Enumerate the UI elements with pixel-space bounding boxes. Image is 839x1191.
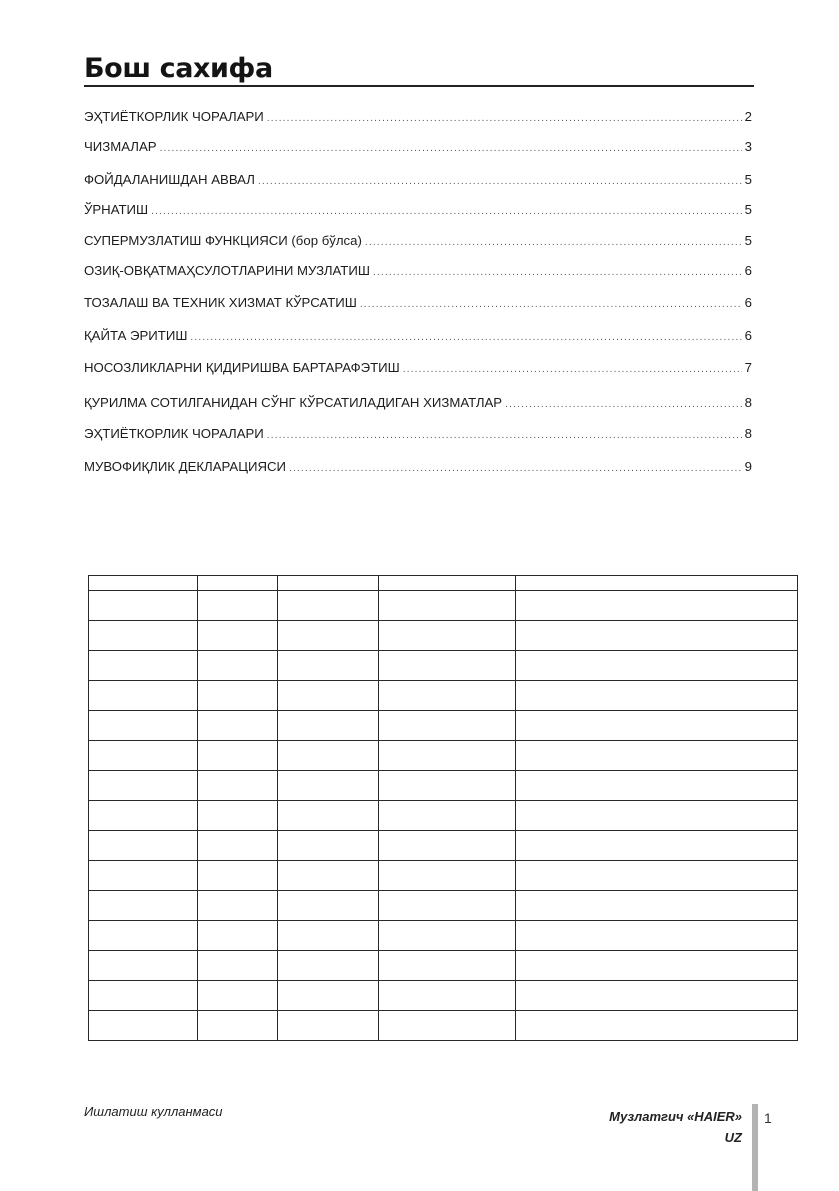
footer-document-title: Ишлатиш кулланмаси [84,1104,223,1119]
toc-entry-page: 9 [744,459,752,474]
table-cell [89,711,198,741]
toc-entry[interactable] [84,357,752,379]
footer-language-code: UZ [724,1130,742,1145]
toc-entry-page: 7 [744,360,752,375]
table-cell [278,891,379,921]
table-cell [379,921,516,951]
table-row [89,771,798,801]
table-row [89,921,798,951]
page-edge-bar [752,1104,758,1191]
page-number: 1 [764,1110,772,1126]
dot-leader [373,262,742,284]
table-cell [516,981,798,1011]
toc-entry[interactable] [84,456,752,478]
table-row [89,801,798,831]
toc-entry-page: 8 [744,395,752,410]
table-cell [516,801,798,831]
toc-entry[interactable] [84,199,752,221]
table-cell [379,981,516,1011]
dot-leader [289,458,742,480]
table-cell [89,861,198,891]
toc-entry-page: 6 [744,263,752,278]
table-cell [516,1011,798,1041]
table-cell [516,711,798,741]
table-cell [89,981,198,1011]
table-cell [278,951,379,981]
table-cell [198,801,278,831]
table-cell [278,741,379,771]
table-cell [516,771,798,801]
table-row [89,681,798,711]
dot-leader [360,294,742,316]
table-cell [278,651,379,681]
title-underline [84,85,754,87]
table-cell [278,831,379,861]
table-cell [379,681,516,711]
table-cell [89,621,198,651]
dot-leader [403,359,742,381]
dot-leader [190,327,741,349]
table-cell [379,621,516,651]
footer-product [609,1106,742,1148]
blank-record-table [88,575,798,1041]
toc-entry-title: МУВОФИҚЛИК ДЕКЛАРАЦИЯСИ [84,459,286,474]
table-cell [278,981,379,1011]
toc-entry-page: 3 [744,139,752,154]
toc-entry-page: 6 [744,295,752,310]
table-cell [198,741,278,771]
table-cell [198,921,278,951]
toc-entry-page: 5 [744,172,752,187]
toc-entry-page: 5 [744,202,752,217]
table-cell [278,681,379,711]
table-cell [89,681,198,711]
table-cell [198,891,278,921]
table-row [89,861,798,891]
table-cell [379,576,516,591]
table-cell [516,681,798,711]
table-cell [379,1011,516,1041]
table-cell [89,891,198,921]
table-header-row [89,576,798,591]
table-cell [516,741,798,771]
table-cell [198,1011,278,1041]
table-cell [89,831,198,861]
toc-entry-title: ЭҲТИЁТКОРЛИК ЧОРАЛАРИ [84,426,264,441]
table-row [89,981,798,1011]
footer-product-name: Музлатгич «HAIER» [609,1109,742,1124]
toc-entry[interactable] [84,106,752,128]
toc-entry-title: ҚУРИЛМА СОТИЛГАНИДАН СЎНГ КЎРСАТИЛАДИГАН ХИЗМАТЛАР [84,395,503,410]
table-cell [278,1011,379,1041]
table-cell [89,591,198,621]
table-row [89,951,798,981]
toc-entry-page: 2 [744,109,752,124]
toc-entry[interactable] [84,325,752,347]
table-cell [89,801,198,831]
table-cell [278,801,379,831]
table-cell [89,651,198,681]
table-row [89,591,798,621]
table-row [89,711,798,741]
table-cell [198,951,278,981]
table-cell [379,651,516,681]
table-cell [89,771,198,801]
dot-leader [151,201,742,223]
table-cell [379,861,516,891]
table-cell [198,681,278,711]
dot-leader [258,171,742,193]
table-cell [516,591,798,621]
dot-leader [267,108,742,130]
table-row [89,1011,798,1041]
table-cell [89,741,198,771]
table-cell [379,831,516,861]
toc-entry[interactable] [84,230,752,252]
table-cell [198,861,278,891]
table-cell [278,621,379,651]
dot-leader [365,232,742,254]
page-title: Бош сахифа [84,53,273,84]
toc-entry-title: ОЗИҚ-ОВҚАТМАҲСУЛОТЛАРИНИ МУЗЛАТИШ [84,263,370,278]
table-cell [198,711,278,741]
table-cell [516,831,798,861]
table-cell [379,741,516,771]
toc-entry[interactable] [84,260,752,282]
toc-entry-title: НОСОЗЛИКЛАРНИ ҚИДИРИШВА БАРТАРАФЭТИШ [84,360,400,375]
table-cell [198,576,278,591]
table-cell [89,921,198,951]
table-cell [198,981,278,1011]
table-cell [379,771,516,801]
toc-entry-title: ФОЙДАЛАНИШДАН АВВАЛ [84,172,255,187]
table-cell [516,951,798,981]
table-cell [198,621,278,651]
table-cell [278,591,379,621]
table-cell [379,711,516,741]
table-cell [198,771,278,801]
toc-entry-page: 6 [744,328,752,343]
table-cell [379,891,516,921]
table-cell [278,711,379,741]
table-cell [379,951,516,981]
toc-entry-page: 5 [744,233,752,248]
table-row [89,741,798,771]
toc-entry-title: СУПЕРМУЗЛАТИШ ФУНКЦИЯСИ (бор бўлса) [84,233,362,248]
dot-leader [505,394,742,416]
dot-leader [160,138,742,160]
table-cell [278,771,379,801]
table-row [89,831,798,861]
table-cell [198,831,278,861]
table-cell [516,576,798,591]
toc-entry-title: ТОЗАЛАШ ВА ТЕХНИК ХИЗМАТ КЎРСАТИШ [84,295,357,310]
table-cell [379,801,516,831]
table-cell [89,576,198,591]
dot-leader [267,425,742,447]
toc-entry[interactable] [84,423,752,445]
table-cell [516,651,798,681]
toc-entry[interactable] [84,292,752,314]
table-cell [89,1011,198,1041]
toc-entry[interactable] [84,392,752,414]
table-row [89,621,798,651]
toc-entry[interactable] [84,169,752,191]
table-cell [198,591,278,621]
table-cell [516,621,798,651]
toc-entry-page: 8 [744,426,752,441]
table-cell [516,861,798,891]
toc-entry-title: ҚАЙТА ЭРИТИШ [84,328,188,343]
table-cell [278,921,379,951]
table-cell [516,891,798,921]
toc-entry[interactable] [84,136,752,158]
table-cell [278,861,379,891]
table-cell [379,591,516,621]
table-row [89,891,798,921]
toc-entry-title: ЭҲТИЁТКОРЛИК ЧОРАЛАРИ [84,109,264,124]
toc-entry-title: ЎРНАТИШ [84,202,149,217]
table-row [89,651,798,681]
table-cell [89,951,198,981]
table-cell [516,921,798,951]
table-cell [198,651,278,681]
toc-entry-title: ЧИЗМАЛАР [84,139,157,154]
table-cell [278,576,379,591]
